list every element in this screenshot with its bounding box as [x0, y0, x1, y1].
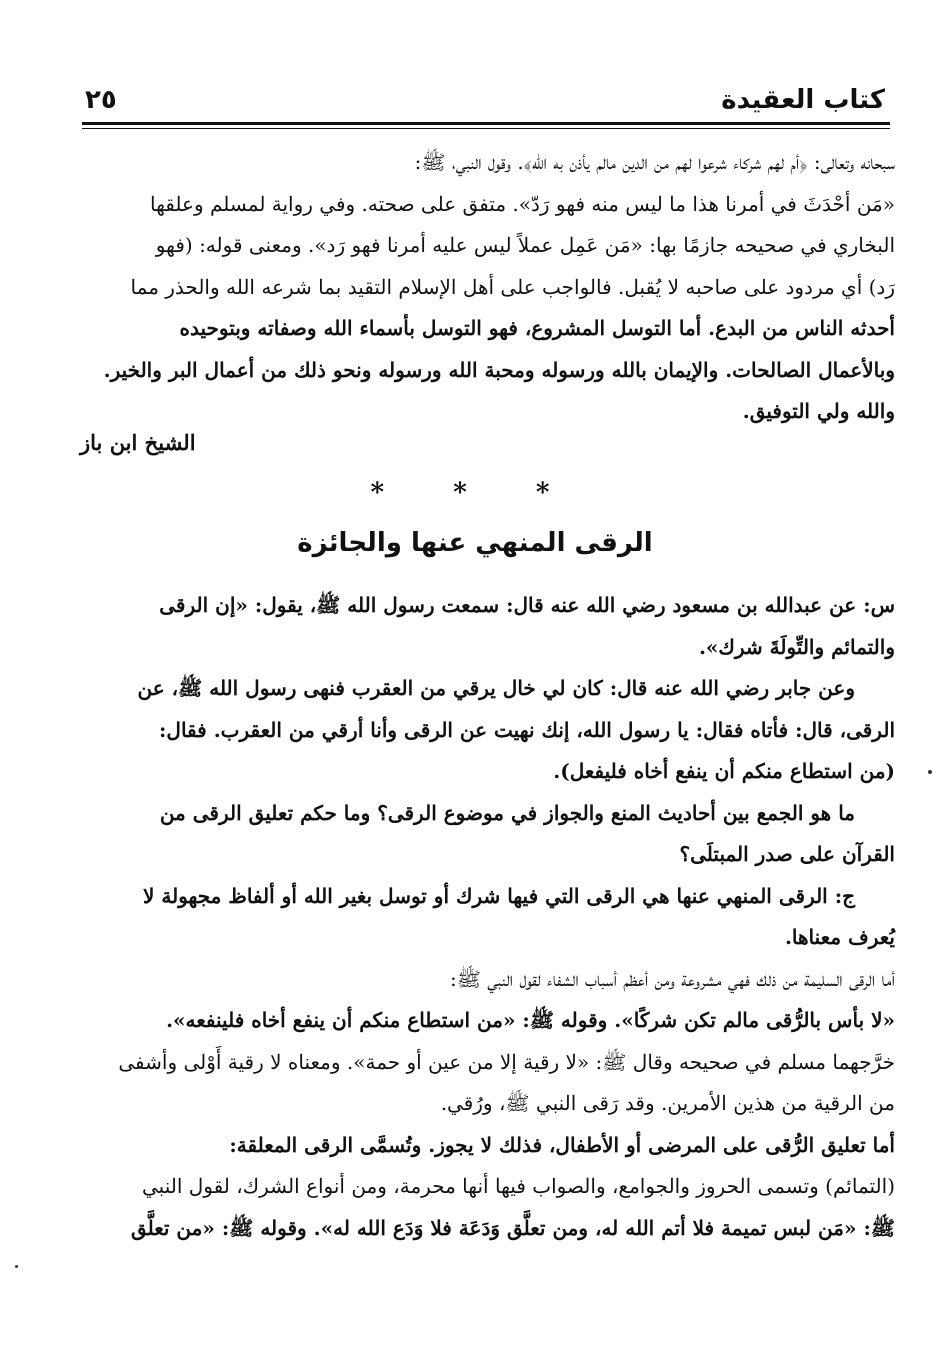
text-block-1: [80, 142, 895, 433]
text-line: س: عن عبدالله بن مسعود رضي الله عنه قال: سمعت رسول الله ﷺ، يقول: «إن الرقى: [159, 593, 895, 617]
text-line: (التمائم) وتسمى الحروز والجوامع، والصواب فيها أنها محرمة، ومن أنواع الشرك، لقول النبي: [142, 1174, 895, 1198]
text-line: يُعرف معناها.: [784, 925, 895, 949]
text-line: سبحانه وتعالى: ﴿أم لهم شركاء شرعوا لهم من الدين مالم يأذن به الله﴾. وقول النبي، ﷺ:: [414, 150, 895, 174]
page-number: ٢٥: [85, 85, 117, 115]
text-line: ما هو الجمع بين أحاديث المنع والجواز في موضوع الرقى؟ وما حكم تعليق الرقى من: [159, 800, 855, 825]
text-line: أما الرقى السليمة من ذلك فهي مشروعة ومن أعظم أسباب الشفاء لقول النبي ﷺ:: [449, 966, 895, 991]
text-line: ج: الرقى المنهي عنها هي الرقى التي فيها شرك أو توسل بغير الله أو ألفاظ مجهولة لا: [143, 883, 855, 908]
text-block-2: [80, 585, 895, 1249]
text-line: خرَّجهما مسلم في صحيحه وقال ﷺ: «لا رقية إلا من عين أو حمة». ومعناه لا رقية أَوْلى وأشفى: [118, 1049, 895, 1074]
scan-speck: [928, 770, 932, 774]
scan-speck: [15, 1265, 18, 1268]
text-line: البخاري في صحيحه جازمًا بها: «مَن عَمِل عملاً ليس عليه أمرنا فهو رَد». ومعنى قوله: (فهو: [155, 233, 895, 257]
text-line: «مَن أحْدَثَ في أمرنا هذا ما ليس منه فهو رَدّ». متفق على صحته. وفي رواية لمسلم وعلقها: [149, 191, 895, 216]
text-line: وبالأعمال الصالحات. والإيمان بالله ورسوله ومحبة الله ورسوله ونحو ذلك من أعمال البر والخير.: [103, 357, 895, 382]
text-line: والله ولي التوفيق.: [742, 399, 895, 423]
text-line: ﷺ: «مَن لبس تميمة فلا أتم الله له، ومن تعلَّق وَدَعَة فلا وَدَع الله له». وقوله ﷺ: «من تعلَّق: [130, 1215, 895, 1240]
running-title: كتاب العقيدة: [721, 85, 885, 115]
section-separator: * * *: [370, 478, 580, 508]
text-line: وعن جابر رضي الله عنه قال: كان لي خال يرقي من العقرب فنهى رسول الله ﷺ، عن: [137, 676, 855, 700]
header-rule-thick: [82, 122, 890, 125]
text-line: الرقى، قال: فأتاه فقال: يا رسول الله، إنك نهيت عن الرقى وأنا أرقي من العقرب. فقال:: [159, 717, 895, 742]
author-signature: الشيخ ابن باز: [80, 430, 196, 455]
header-rule-thin: [82, 128, 890, 129]
text-line: والتمائم والتِّولَةَ شرك».: [698, 634, 895, 659]
text-line: (من استطاع منكم أن ينفع أخاه فليفعل).: [553, 759, 895, 783]
text-line: «لا بأس بالرُّقى مالم تكن شركًا». وقوله ﷺ: «من استطاع منكم أن ينفع أخاه فلينفعه».: [166, 1008, 895, 1032]
text-line: رَد) أي مردود على صاحبه لا يُقبل. فالواجب على أهل الإسلام التقيد بما شرعه الله والحذر مما: [130, 274, 895, 299]
text-line: أحدثه الناس من البدع. أما التوسل المشروع، فهو التوسل بأسماء الله وصفاته وبتوحيده: [179, 316, 895, 340]
text-line: القرآن على صدر المبتلَى؟: [679, 842, 895, 866]
section-title: الرقى المنهي عنها والجائزة: [297, 528, 653, 558]
text-line: أما تعليق الرُّقى على المرضى أو الأطفال، فذلك لا يجوز. وتُسمَّى الرقى المعلقة:: [229, 1132, 895, 1157]
text-line: من الرقية من هذين الأمرين. وقد رَقى النبي ﷺ، ورُقي.: [440, 1091, 895, 1115]
page-header: [85, 75, 885, 125]
